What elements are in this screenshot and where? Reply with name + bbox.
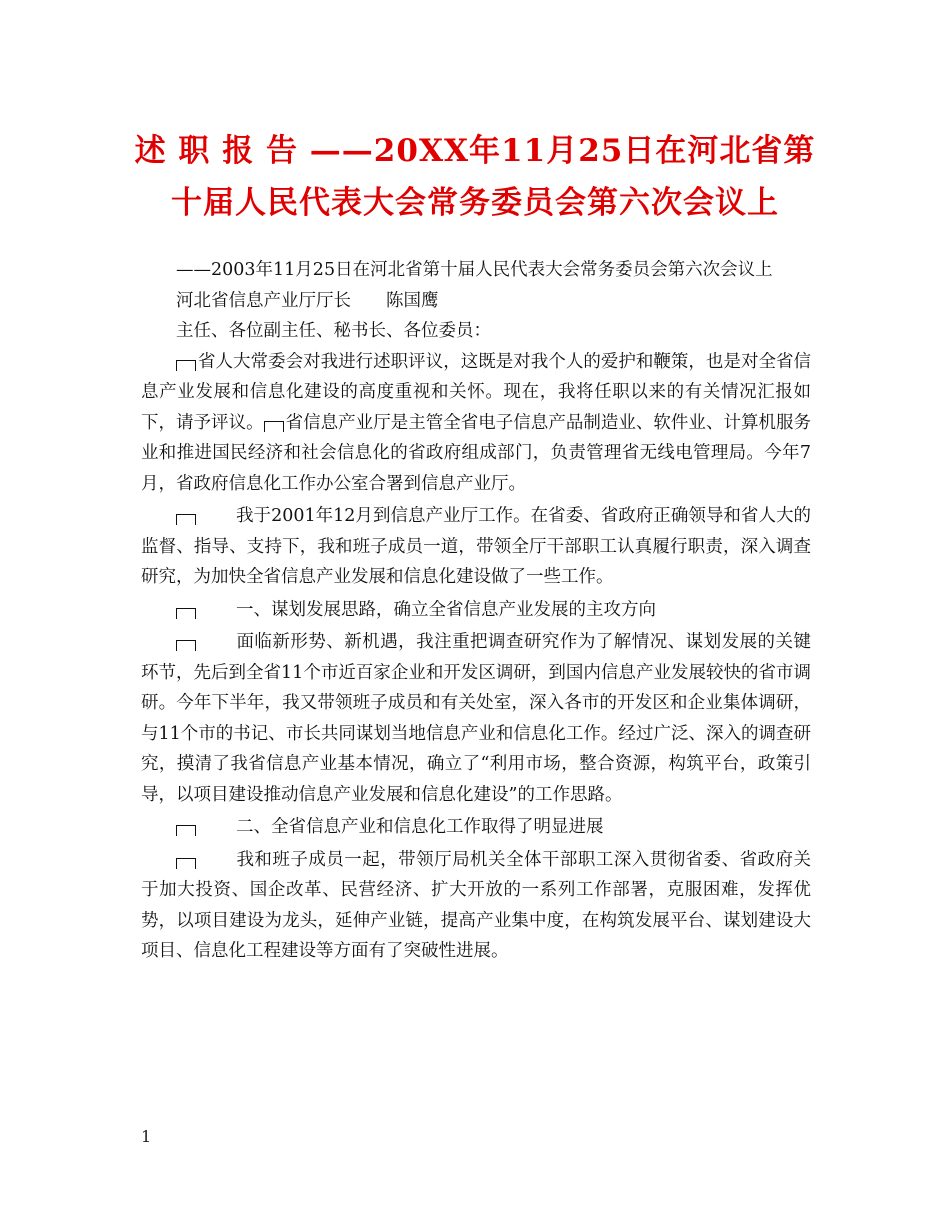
paragraph-text: 面临新形势、新机遇，我注重把调查研究作为了解情况、谋划发展的关键环节，先后到全省11个市近百家企业和开发区调研，到国内信息产业发展较快的省市调研。今年下半年，我又带领班子成员和有关处室，深入各市的开发区和企业集体调研，与11个市的书记、市长共同谋划当地信息产业和信息化工作。经过广泛、深入的调查研究，摸清了我省信息产业基本情况，确立了“利用市场，整合资源，构筑平台，政策引导，以项目建设推动信息产业发展和信息化建设”的工作思路。 xyxy=(141,632,811,805)
paragraph-text: 我和班子成员一起，带领厅局机关全体干部职工深入贯彻省委、省政府关于加大投资、国企改革、民营经济、扩大开放的一系列工作部署，克服困难，发挥优势，以项目建设为龙头，延伸产业链，提高产业集中度，在构筑发展平台、谋划建设大项目、信息化工程建设等方面有了突破性进展。 xyxy=(141,849,811,961)
paragraph-mark-icon xyxy=(176,360,196,371)
section-heading xyxy=(141,812,811,843)
paragraph-mark-icon xyxy=(176,608,196,619)
paragraph-text: 省人大常委会对我进行述职评议，这既是对我个人的爱护和鞭策，也是对全省信息产业发展和信息化建设的高度重视和关怀。现在，我将任职以来的有关情况汇报如下，请予评议。 xyxy=(141,351,811,433)
page-number: 1 xyxy=(141,1127,152,1146)
paragraph xyxy=(141,501,811,593)
paragraph-mark-icon xyxy=(176,640,196,651)
section-heading xyxy=(141,595,811,626)
paragraph xyxy=(141,347,811,500)
paragraph-mark-icon xyxy=(176,514,196,525)
paragraph-mark-icon xyxy=(176,858,196,869)
paragraph-mark-icon xyxy=(176,825,196,836)
heading-text: 二、全省信息产业和信息化工作取得了明显进展 xyxy=(236,817,604,837)
paragraph xyxy=(141,627,811,810)
paragraph-text: 省信息产业厅是主管全省电子信息产品制造业、软件业、计算机服务业和推进国民经济和社会信息化的省政府组成部门，负责管理省无线电管理局。今年7月，省政府信息化工作办公室合署到信息产业厅。 xyxy=(141,412,812,494)
author-line: 河北省信息产业厅厅长 陈国鹰 xyxy=(176,290,439,311)
document-title: 述 职 报 告 ——20XX年11月25日在河北省第十届人民代表大会常务委员会第六次会议上 xyxy=(134,133,816,221)
document-body xyxy=(141,255,811,967)
paragraph-text: 我于2001年12月到信息产业厅工作。在省委、省政府正确领导和省人大的监督、指导、支持下，我和班子成员一道，带领全厅干部职工认真履行职责，深入调查研究，为加快全省信息产业发展和信息化建设做了一些工作。 xyxy=(141,506,811,587)
subtitle-line: ——2003年11月25日在河北省第十届人民代表大会常务委员会第六次会议上 xyxy=(176,260,773,280)
heading-text: 一、谋划发展思路，确立全省信息产业发展的主攻方向 xyxy=(236,599,656,620)
paragraph xyxy=(141,845,811,967)
paragraph-mark-icon xyxy=(264,421,284,432)
salutation: 主任、各位副主任、秘书长、各位委员： xyxy=(176,321,491,341)
